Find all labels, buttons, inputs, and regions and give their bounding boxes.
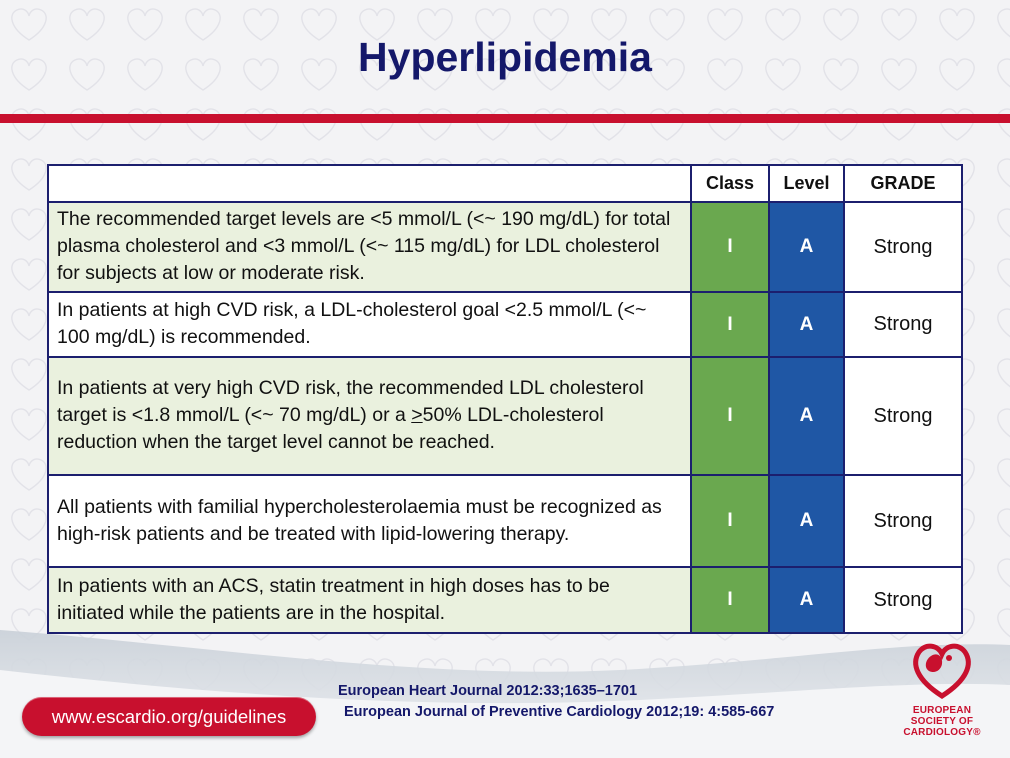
class-cell: I <box>691 475 769 567</box>
table-row <box>48 567 962 633</box>
logo-line-2: SOCIETY OF <box>910 716 974 727</box>
table-row <box>48 475 962 567</box>
recommendation-text: All patients with familial hypercholesterolaemia must be recognized as high-risk patients and be treated with lipid-lowering therapy. <box>48 475 691 567</box>
reference-item: European Heart Journal 2012:33;1635–1701 <box>338 683 638 699</box>
level-cell: A <box>769 357 844 475</box>
level-header: Level <box>769 165 844 202</box>
recommendations-table <box>47 164 963 634</box>
level-cell: A <box>769 475 844 567</box>
table-row <box>48 357 962 475</box>
class-header: Class <box>691 165 769 202</box>
reference-item: European Journal of Preventive Cardiology 2012;19: 4:585-667 <box>344 704 775 720</box>
grade-cell: Strong <box>844 202 962 292</box>
logo-line-1: EUROPEAN <box>912 705 972 716</box>
class-cell: I <box>691 292 769 357</box>
page-title: Hyperlipidemia <box>358 34 652 80</box>
recommendation-text: In patients at high CVD risk, a LDL-cholesterol goal <2.5 mmol/L (<~ 100 mg/dL) is recommended. <box>48 292 691 357</box>
statement-header <box>48 165 691 202</box>
table-header-row <box>48 165 962 202</box>
greater-equal-symbol: > <box>411 404 423 426</box>
table-row <box>48 202 962 292</box>
title-divider <box>0 114 1010 123</box>
logo-line-3: CARDIOLOGY® <box>903 727 981 738</box>
grade-cell: Strong <box>844 357 962 475</box>
class-cell: I <box>691 567 769 633</box>
level-cell: A <box>769 567 844 633</box>
recommendation-text <box>48 357 691 475</box>
class-cell: I <box>691 202 769 292</box>
recommendation-text-part: In patients at very high CVD risk, the recommended LDL cholesterol target is <1.8 mmol/L (<~ 70 mg/dL) or a <box>57 377 644 426</box>
guidelines-link[interactable]: www.escardio.org/guidelines <box>22 697 316 736</box>
grade-cell: Strong <box>844 567 962 633</box>
recommendation-text: The recommended target levels are <5 mmol/L (<~ 190 mg/dL) for total plasma cholesterol and <3 mmol/L (<~ 115 mg/dL) for LDL cholesterol for subjects at low or moderate risk. <box>48 202 691 292</box>
grade-cell: Strong <box>844 292 962 357</box>
class-cell: I <box>691 357 769 475</box>
recommendation-text-part: 50% LDL-cholesterol reduction when the target level cannot be reached. <box>57 404 604 453</box>
level-cell: A <box>769 292 844 357</box>
references <box>338 681 774 723</box>
grade-cell: Strong <box>844 475 962 567</box>
grade-header: GRADE <box>844 165 962 202</box>
esc-logo <box>901 640 983 738</box>
level-cell: A <box>769 202 844 292</box>
table-row <box>48 292 962 357</box>
heart-logo-icon <box>909 640 975 700</box>
recommendation-text: In patients with an ACS, statin treatment in high doses has to be initiated while the patients are in the hospital. <box>48 567 691 633</box>
